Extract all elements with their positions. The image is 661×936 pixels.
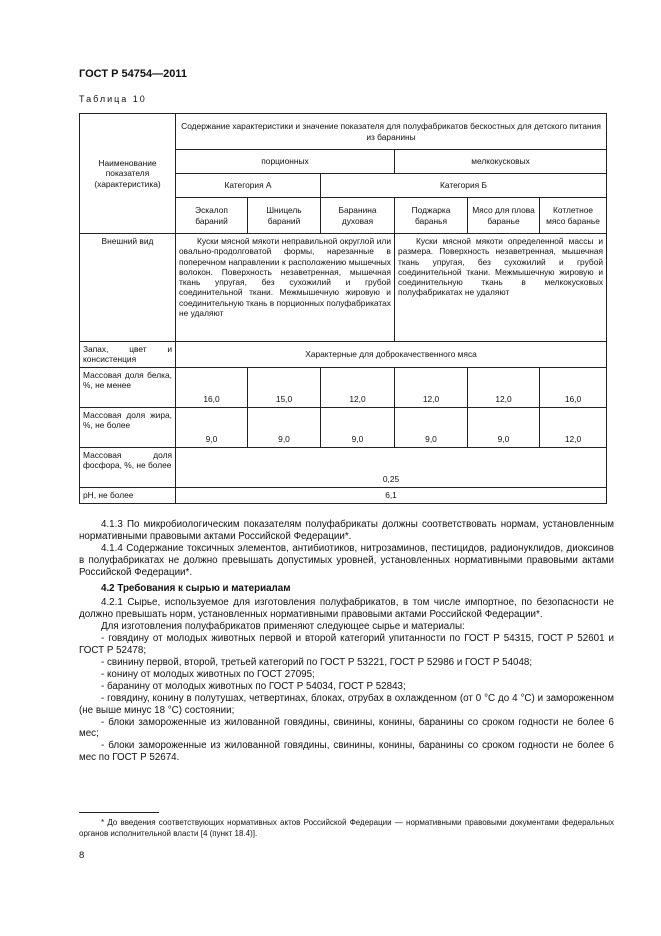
group-header-portion: порционных [176, 150, 395, 174]
table-row [80, 342, 607, 368]
fat-value: 9,0 [395, 408, 468, 448]
row-label-protein: Массовая доля белка, %, не менее [80, 368, 176, 408]
table-caption: Таблица 10 [79, 94, 147, 104]
smell-value: Характерные для доброкачественного мяса [176, 342, 607, 368]
product-header: Мясо для плова баранье [468, 198, 540, 234]
protein-value: 15,0 [248, 368, 321, 408]
paragraph-4-2-1: 4.2.1 Сырье, используемое для изготовления полуфабрикатов, в том числе импортное, по безопасности не должно превышать норм, установленных нормативными правовыми актами Российской Федерации*. [79, 597, 614, 621]
footnote: * До введения соответствующих нормативных актов Российской Федерации — нормативными правовыми документами федеральных органов исполнительной власти [4 (пункт 18.4)]. [79, 818, 614, 838]
fat-value: 12,0 [540, 408, 607, 448]
product-header: Баранина духовая [321, 198, 395, 234]
table-row [80, 234, 607, 342]
row-label-smell: Запах, цвет и консистенция [80, 342, 176, 368]
protein-value: 12,0 [395, 368, 468, 408]
list-item: - блоки замороженные из жилованной говядины, свинины, конины, баранины со сроком годности не более 6 мес; [79, 716, 614, 740]
list-item: - блоки замороженные из жилованной говядины, свинины, конины, баранины со сроком годности не более 6 мес по ГОСТ Р 52674. [79, 740, 614, 764]
protein-value: 16,0 [540, 368, 607, 408]
table-row [80, 368, 607, 408]
group-header-small: мелкокусковых [395, 150, 607, 174]
appearance-small-text: Куски мясной мякоти определенной массы и размера. Поверхность незаветренная, мышечная ткань упругая, без сухожилий и грубой соединительной ткани. Межмышечную жировую и соединительную ткань в мелкокусковых полуфабрикатах не удаляют [395, 234, 607, 342]
section-heading-4-2: 4.2 Требования к сырью и материалам [101, 582, 291, 594]
paragraph-4-1-4: 4.1.4 Содержание токсичных элементов, антибиотиков, нитрозаминов, пестицидов, радионуклидов, диоксинов в полуфабрикатах не должно превышать допустимых уровней, установленных нормативными правовыми актами Российской Федерации*. [79, 542, 614, 578]
fat-value: 9,0 [468, 408, 540, 448]
table-row [80, 408, 607, 448]
category-a-header: Категория А [176, 174, 321, 198]
product-header: Поджарка баранья [395, 198, 468, 234]
protein-value: 12,0 [468, 368, 540, 408]
column-header-name: Наименование показателя (характеристика) [80, 114, 176, 234]
ph-value: 6,1 [176, 488, 607, 504]
materials-intro: Для изготовления полуфабрикатов применяют следующее сырье и материалы: [101, 621, 465, 633]
fat-value: 9,0 [176, 408, 248, 448]
protein-value: 12,0 [321, 368, 395, 408]
row-label-ph: pH, не более [80, 488, 176, 504]
paragraph-4-1-3: 4.1.3 По микробиологическим показателям полуфабрикаты должны соответствовать нормам, установленным нормативными правовыми актами Российской Федерации*. [79, 519, 614, 542]
list-item: - баранину от молодых животных по ГОСТ Р 54034, ГОСТ Р 52843; [101, 680, 406, 692]
product-header: Эскалоп бараний [176, 198, 248, 234]
list-item: - конину от молодых животных по ГОСТ 27095; [101, 668, 315, 680]
fat-value: 9,0 [321, 408, 395, 448]
fat-value: 9,0 [248, 408, 321, 448]
main-header: Содержание характеристики и значение показателя для полуфабрикатов бескостных для детского питания из баранины [176, 114, 607, 150]
document-code: ГОСТ Р 54754—2011 [79, 68, 187, 80]
table-row [80, 488, 607, 504]
product-header: Котлетное мясо баранье [540, 198, 607, 234]
protein-value: 16,0 [176, 368, 248, 408]
product-header: Шницель бараний [248, 198, 321, 234]
phosphorus-value: 0,25 [176, 448, 607, 488]
footnote-divider [79, 812, 159, 813]
page-number: 8 [79, 850, 85, 861]
row-label-appearance: Внешний вид [80, 234, 176, 342]
list-item: - говядину, конину в полутушах, четвертинах, блоках, отрубах в охлажденном (от 0 °С до 4 °С) и замороженном (не выше минус 18 °С) состоянии; [79, 692, 614, 716]
appearance-portion-text: Куски мясной мякоти неправильной округлой или овально-продолговатой формы, нарезанные в поперечном направлении к расположению мышечных волокон. Поверхность незаветренная, мышечная ткань упругая, без сухожилий и грубой соединительной ткани. Межмышечную жировую и соединительную ткань в порционных полуфабрикатах не удаляют [176, 234, 395, 342]
list-item: - говядину от молодых животных первой и второй категорий упитанности по ГОСТ Р 54315, ГОСТ Р 52601 и ГОСТ Р 52478; [79, 633, 614, 657]
list-item: - свинину первой, второй, третьей категорий по ГОСТ Р 53221, ГОСТ Р 52986 и ГОСТ Р 54048; [101, 656, 533, 668]
row-label-phosphorus: Массовая доля фосфора, %, не более [80, 448, 176, 488]
body-text [79, 519, 614, 764]
table-row [80, 448, 607, 488]
category-b-header: Категория Б [321, 174, 607, 198]
requirements-table [79, 113, 607, 504]
row-label-fat: Массовая доля жира, %, не более [80, 408, 176, 448]
